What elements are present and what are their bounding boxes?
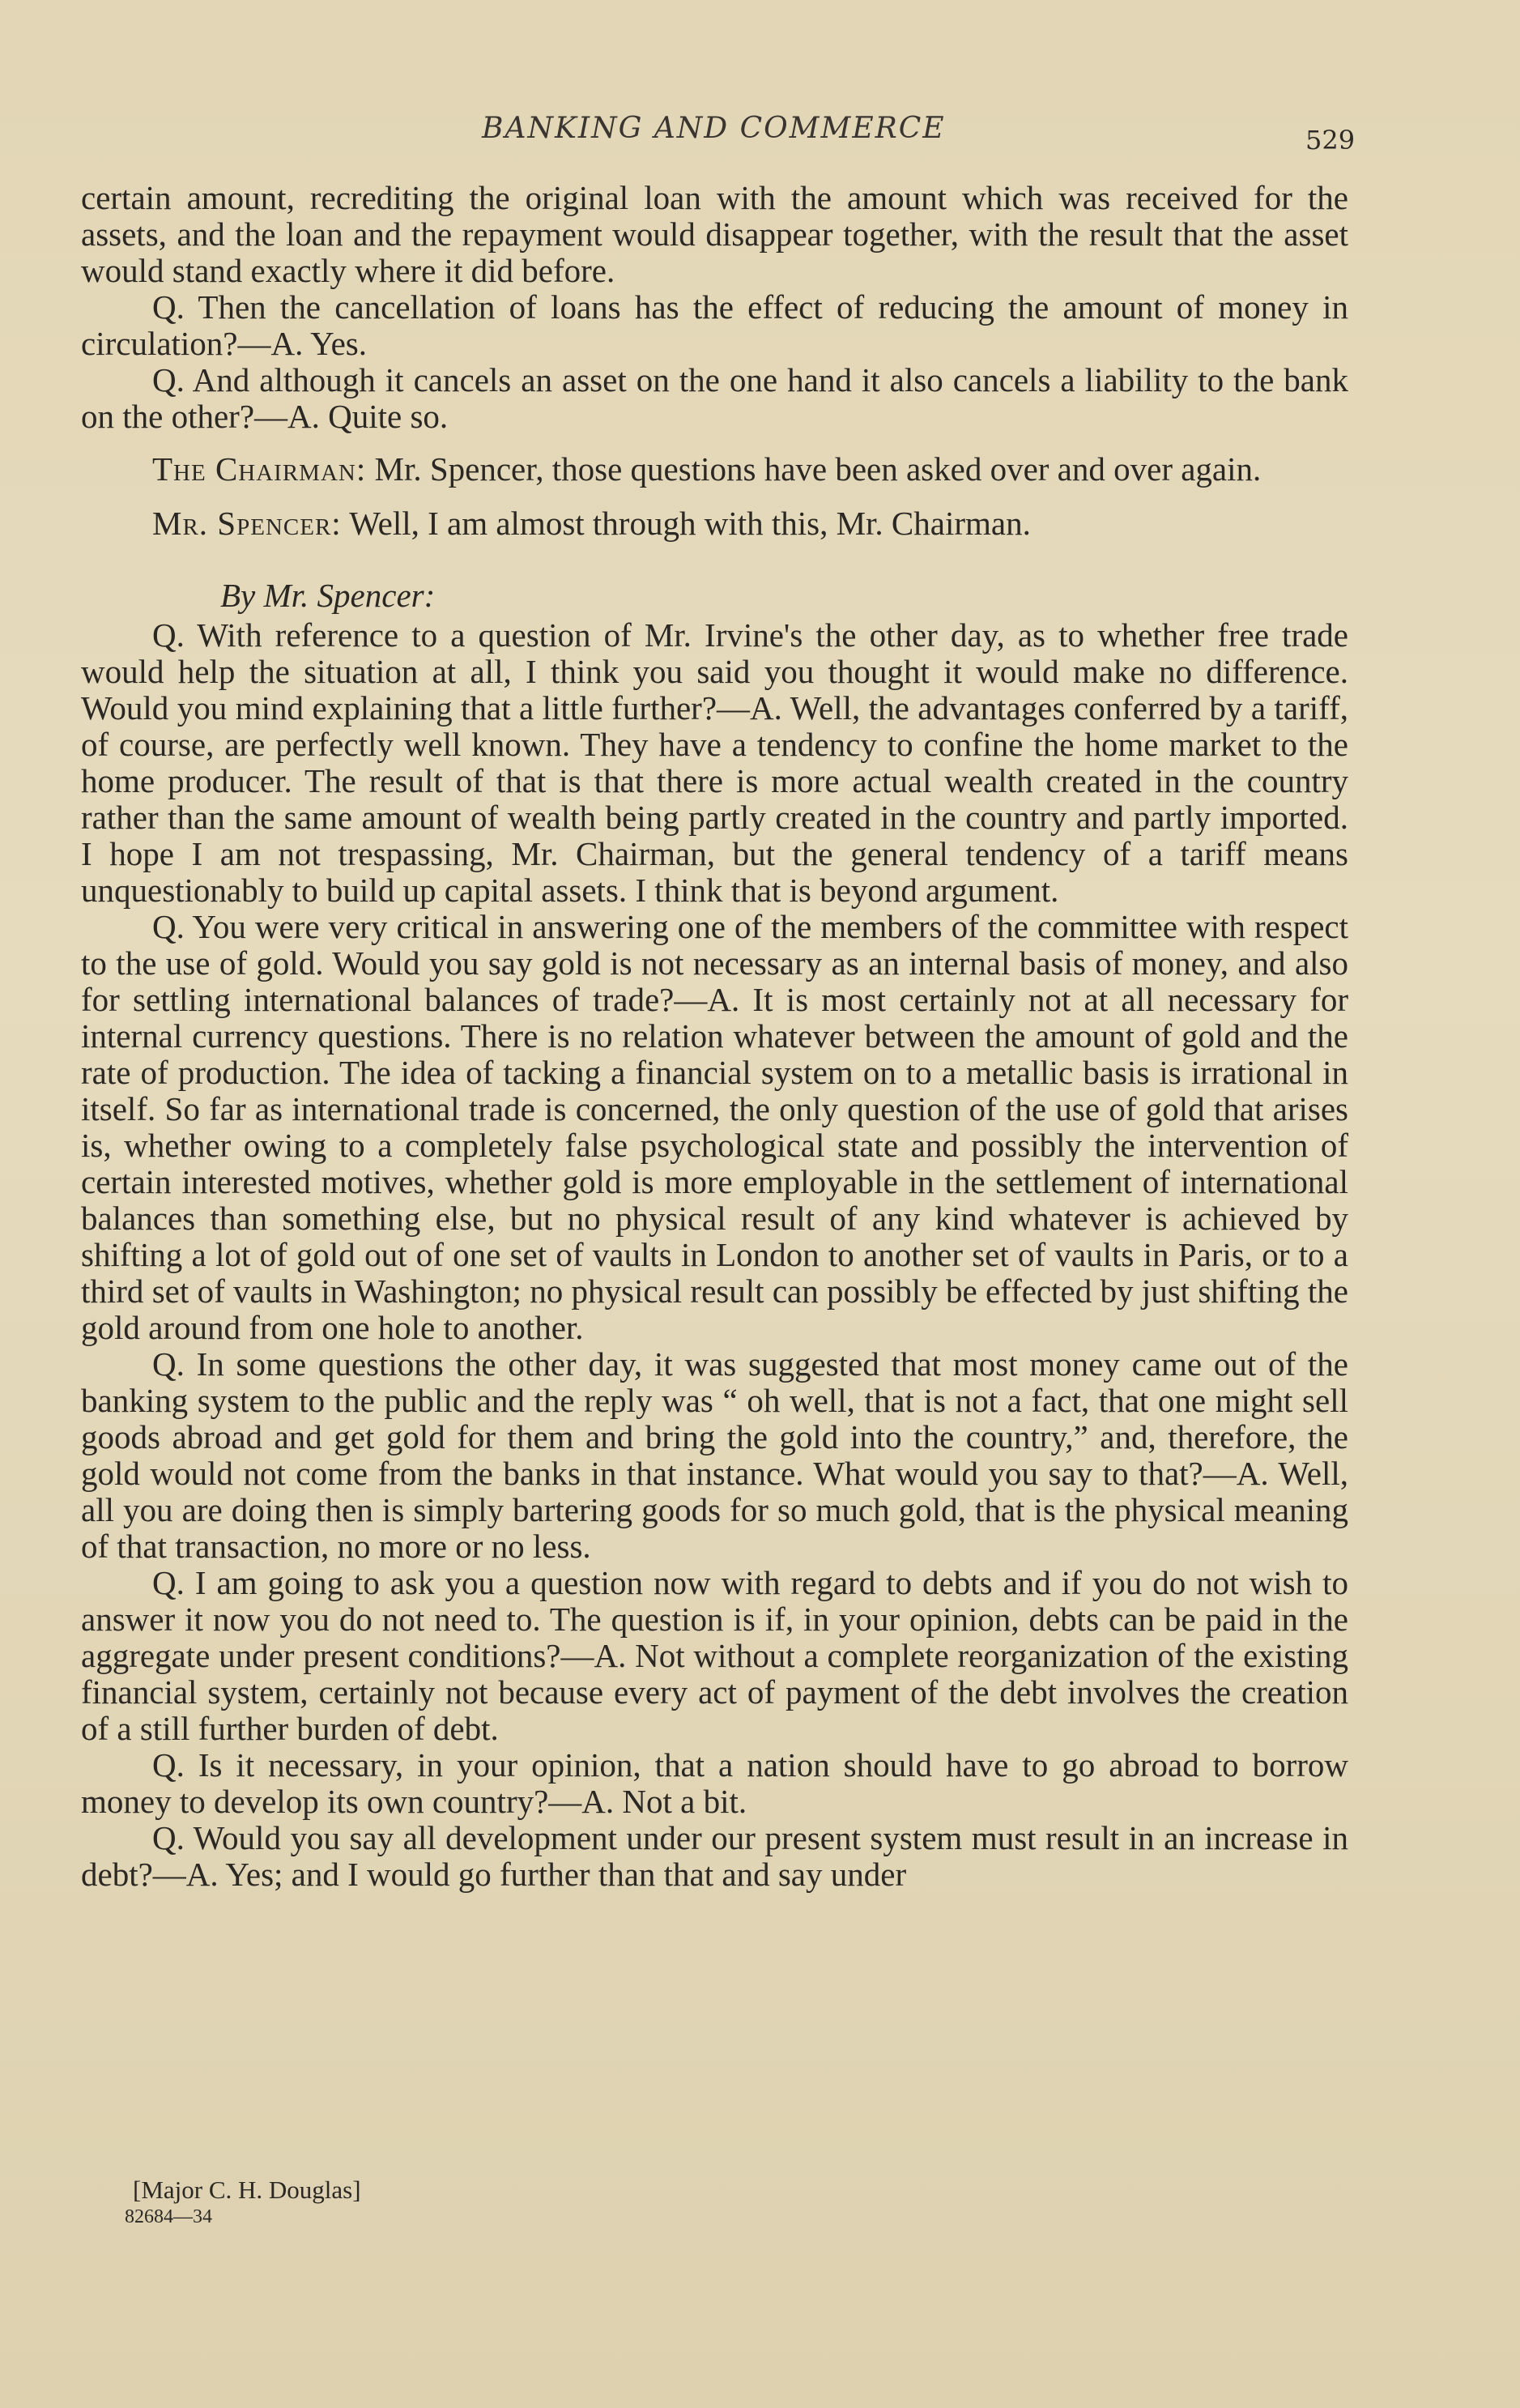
speaker-name: The Chairman:	[152, 450, 367, 488]
speaker-exchange	[81, 505, 1348, 542]
byline: By Mr. Spencer:	[220, 577, 436, 614]
page-number: 529	[1305, 125, 1356, 156]
question-answer: Q. Would you say all development under our present system must result in an increase in debt?—A. Yes; and I would go further than that and say under	[81, 1819, 1348, 1893]
paragraph: Q. And although it cancels an asset on the one hand it also cancels a liability to the bank on the other?—A. Quite so.	[81, 361, 1348, 435]
question-answer: Q. You were very critical in answering one of the members of the committee with respect to the use of gold. Would you say gold is not necessary as an internal basis of money, and also for settling international balances of trade?—A. It is most certainly not at all necessary for internal currency questions. There is no relation whatever between the amount of gold and the rate of production. The idea of tacking a financial system on to a metallic basis is irrational in itself. So far as international trade is concerned, the only question of the use of gold that arises is, whether owing to a completely false psychological state and possibly the intervention of certain interested motives, whether gold is more employable in the settlement of international balances than something else, but no physical result of any kind whatever is achieved by shifting a lot of gold out of one set of vaults in London to another set of vaults in Paris, or to a third set of vaults in Washington; no physical result can possibly be effected by just shifting the gold around from one hole to another.	[81, 908, 1348, 1346]
question-answer: Q. In some questions the other day, it was suggested that most money came out of the banking system to the public and the reply was “ oh well, that is not a fact, that one might sell goods abroad and get gold for them and bring the gold into the country,” and, therefore, the gold would not come from the banks in that instance. What would you say to that?—A. Well, all you are doing then is simply bartering goods for so much gold, that is the physical meaning of that transaction, no more or no less.	[81, 1345, 1348, 1565]
speaker-name: Mr. Spencer:	[152, 505, 342, 542]
running-title: BANKING AND COMMERCE	[482, 112, 946, 145]
printer-code: 82684—34	[125, 2206, 212, 2227]
question-answer: Q. With reference to a question of Mr. Irvine's the other day, as to whether free trade would help the situation at all, I think you said you thought it would make no difference. Would you mind explaining that a little further?—A. Well, the advantages conferred by a tariff, of course, are perfectly well known. They have a tendency to confine the home market to the home producer. The result of that is that there is more actual wealth created in the country rather than the same amount of wealth being partly created in the country and partly imported. I hope I am not trespassing, Mr. Chairman, but the general tendency of a tariff means unquestionably to build up capital assets. I think that is beyond argument.	[81, 616, 1348, 909]
question-answer: Q. I am going to ask you a question now with regard to debts and if you do not wish to answer it now you do not need to. The question is if, in your opinion, debts can be paid in the aggregate under present conditions?—A. Not without a complete reorganization of the existing financial system, certainly not because every act of payment of the debt involves the creation of a still further burden of debt.	[81, 1564, 1348, 1747]
speaker-text: Mr. Spencer, those questions have been asked over and over again.	[374, 450, 1262, 488]
witness-attribution: [Major C. H. Douglas]	[133, 2176, 361, 2204]
page-footer	[125, 2176, 361, 2229]
speaker-exchange	[81, 451, 1348, 488]
question-answer: Q. Is it necessary, in your opinion, that a nation should have to go abroad to borrow money to develop its own country?—A. Not a bit.	[81, 1746, 1348, 1820]
paragraph: Q. Then the cancellation of loans has the effect of reducing the amount of money in circulation?—A. Yes.	[81, 288, 1348, 362]
body-text	[81, 180, 1348, 1893]
paragraph: certain amount, recrediting the original loan with the amount which was received for the assets, and the loan and the repayment would disappear together, with the result that the asset would stand exactly where it did before.	[81, 179, 1348, 289]
page-header	[0, 112, 1520, 160]
speaker-text: Well, I am almost through with this, Mr. Chairman.	[349, 505, 1031, 542]
